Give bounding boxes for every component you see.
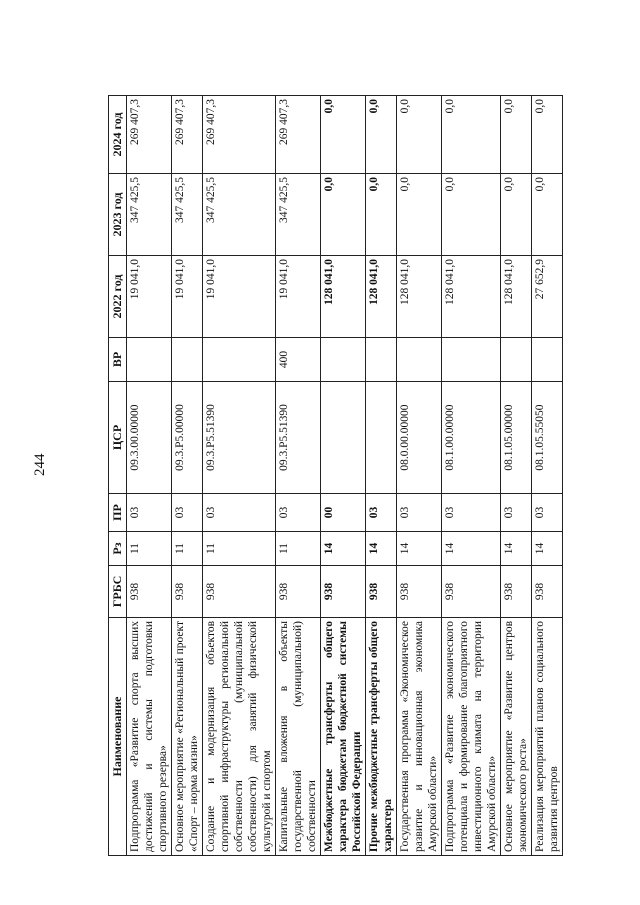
cell-rz: 14 bbox=[441, 532, 500, 566]
col-header-2023: 2023 год bbox=[109, 174, 127, 256]
budget-table-area bbox=[108, 96, 561, 856]
table-row bbox=[396, 96, 441, 856]
cell-csr: 09.3.P5.51390 bbox=[202, 382, 275, 494]
cell-vr bbox=[320, 338, 365, 382]
cell-grbs: 938 bbox=[275, 566, 320, 618]
cell-grbs: 938 bbox=[365, 566, 396, 618]
cell-rz: 14 bbox=[501, 532, 532, 566]
cell-2022: 19 041,0 bbox=[202, 256, 275, 338]
cell-2023: 0,0 bbox=[320, 174, 365, 256]
cell-grbs: 938 bbox=[532, 566, 563, 618]
cell-2023: 0,0 bbox=[396, 174, 441, 256]
table-row bbox=[275, 96, 320, 856]
cell-csr: 08.1.00.00000 bbox=[441, 382, 500, 494]
col-header-name: Наименование bbox=[109, 618, 127, 856]
cell-2022: 128 041,0 bbox=[320, 256, 365, 338]
cell-grbs: 938 bbox=[501, 566, 532, 618]
table-header-row bbox=[109, 96, 127, 856]
cell-name: Прочие межбюджетные трансферты общего характера bbox=[365, 618, 396, 856]
table-row bbox=[202, 96, 275, 856]
cell-name: Межбюджетные трансферты общего характера бюджетам бюджетной системы Российской Федерации bbox=[320, 618, 365, 856]
cell-2024: 269 407,3 bbox=[126, 96, 171, 174]
cell-2024: 0,0 bbox=[501, 96, 532, 174]
col-header-pr: ПР bbox=[109, 494, 127, 532]
table-body bbox=[126, 96, 562, 856]
cell-pr: 03 bbox=[441, 494, 500, 532]
cell-2022: 19 041,0 bbox=[275, 256, 320, 338]
cell-2024: 0,0 bbox=[396, 96, 441, 174]
cell-rz: 14 bbox=[320, 532, 365, 566]
cell-grbs: 938 bbox=[126, 566, 171, 618]
cell-2024: 0,0 bbox=[365, 96, 396, 174]
cell-vr bbox=[126, 338, 171, 382]
cell-2023: 347 425,5 bbox=[171, 174, 202, 256]
cell-csr: 08.0.00.00000 bbox=[396, 382, 441, 494]
cell-grbs: 938 bbox=[320, 566, 365, 618]
cell-2022: 128 041,0 bbox=[396, 256, 441, 338]
cell-grbs: 938 bbox=[396, 566, 441, 618]
cell-name: Основное мероприятие «Региональный проект «Спорт – норма жизни» bbox=[171, 618, 202, 856]
table-row bbox=[126, 96, 171, 856]
col-header-2022: 2022 год bbox=[109, 256, 127, 338]
cell-pr: 03 bbox=[202, 494, 275, 532]
cell-2023: 347 425,5 bbox=[202, 174, 275, 256]
table-row bbox=[320, 96, 365, 856]
col-header-rz: Рз bbox=[109, 532, 127, 566]
cell-2022: 19 041,0 bbox=[126, 256, 171, 338]
cell-rz: 14 bbox=[532, 532, 563, 566]
cell-2024: 269 407,3 bbox=[275, 96, 320, 174]
cell-vr: 400 bbox=[275, 338, 320, 382]
table-row bbox=[501, 96, 532, 856]
table-row bbox=[171, 96, 202, 856]
cell-pr: 03 bbox=[126, 494, 171, 532]
cell-2023: 0,0 bbox=[501, 174, 532, 256]
cell-name: Государственная программа «Экономическое развитие и инновационная экономика Амурской области» bbox=[396, 618, 441, 856]
cell-2022: 128 041,0 bbox=[365, 256, 396, 338]
cell-name: Подпрограмма «Развитие спорта высших достижений и системы подготовки спортивного резерва» bbox=[126, 618, 171, 856]
cell-pr: 00 bbox=[320, 494, 365, 532]
cell-csr: 08.1.05.55050 bbox=[532, 382, 563, 494]
cell-rz: 11 bbox=[126, 532, 171, 566]
cell-name: Реализация мероприятий планов социального развития центров bbox=[532, 618, 563, 856]
cell-csr bbox=[320, 382, 365, 494]
cell-2024: 0,0 bbox=[532, 96, 563, 174]
cell-pr: 03 bbox=[275, 494, 320, 532]
cell-grbs: 938 bbox=[171, 566, 202, 618]
cell-2023: 347 425,5 bbox=[275, 174, 320, 256]
table-row bbox=[441, 96, 500, 856]
cell-2023: 0,0 bbox=[441, 174, 500, 256]
cell-2022: 128 041,0 bbox=[441, 256, 500, 338]
col-header-csr: ЦСР bbox=[109, 382, 127, 494]
cell-name: Основное мероприятие «Развитие центров экономического роста» bbox=[501, 618, 532, 856]
cell-vr bbox=[396, 338, 441, 382]
cell-grbs: 938 bbox=[441, 566, 500, 618]
cell-pr: 03 bbox=[532, 494, 563, 532]
rotated-page-content bbox=[108, 96, 561, 856]
budget-table bbox=[108, 95, 563, 856]
col-header-grbs: ГРБС bbox=[109, 566, 127, 618]
cell-csr: 09.3.P5.00000 bbox=[171, 382, 202, 494]
table-row bbox=[532, 96, 563, 856]
cell-csr: 09.3.P5.51390 bbox=[275, 382, 320, 494]
cell-pr: 03 bbox=[396, 494, 441, 532]
cell-grbs: 938 bbox=[202, 566, 275, 618]
cell-2024: 0,0 bbox=[441, 96, 500, 174]
cell-2024: 0,0 bbox=[320, 96, 365, 174]
cell-2022: 128 041,0 bbox=[501, 256, 532, 338]
cell-rz: 11 bbox=[171, 532, 202, 566]
cell-rz: 14 bbox=[396, 532, 441, 566]
cell-vr bbox=[441, 338, 500, 382]
cell-2023: 0,0 bbox=[365, 174, 396, 256]
cell-vr bbox=[532, 338, 563, 382]
cell-rz: 14 bbox=[365, 532, 396, 566]
cell-rz: 11 bbox=[202, 532, 275, 566]
cell-name: Создание и модернизация объектов спортивной инфраструктуры региональной собственности (муниципальной собственности) для занятий физической культурой и спортом bbox=[202, 618, 275, 856]
cell-vr bbox=[501, 338, 532, 382]
cell-pr: 03 bbox=[501, 494, 532, 532]
cell-vr bbox=[171, 338, 202, 382]
cell-vr bbox=[202, 338, 275, 382]
cell-2023: 0,0 bbox=[532, 174, 563, 256]
cell-vr bbox=[365, 338, 396, 382]
cell-name: Капитальные вложения в объекты государственной (муниципальной) собственности bbox=[275, 618, 320, 856]
cell-2024: 269 407,3 bbox=[171, 96, 202, 174]
cell-2023: 347 425,5 bbox=[126, 174, 171, 256]
cell-2024: 269 407,3 bbox=[202, 96, 275, 174]
page-number: 244 bbox=[32, 453, 48, 476]
cell-csr bbox=[365, 382, 396, 494]
cell-csr: 08.1.05.00000 bbox=[501, 382, 532, 494]
cell-2022: 19 041,0 bbox=[171, 256, 202, 338]
cell-rz: 11 bbox=[275, 532, 320, 566]
cell-pr: 03 bbox=[171, 494, 202, 532]
cell-name: Подпрограмма «Развитие экономического потенциала и формирование благоприятного инвестиционного климата на территории Амурской области» bbox=[441, 618, 500, 856]
cell-pr: 03 bbox=[365, 494, 396, 532]
col-header-vr: ВР bbox=[109, 338, 127, 382]
cell-2022: 27 652,9 bbox=[532, 256, 563, 338]
cell-csr: 09.3.00.00000 bbox=[126, 382, 171, 494]
table-row bbox=[365, 96, 396, 856]
col-header-2024: 2024 год bbox=[109, 96, 127, 174]
